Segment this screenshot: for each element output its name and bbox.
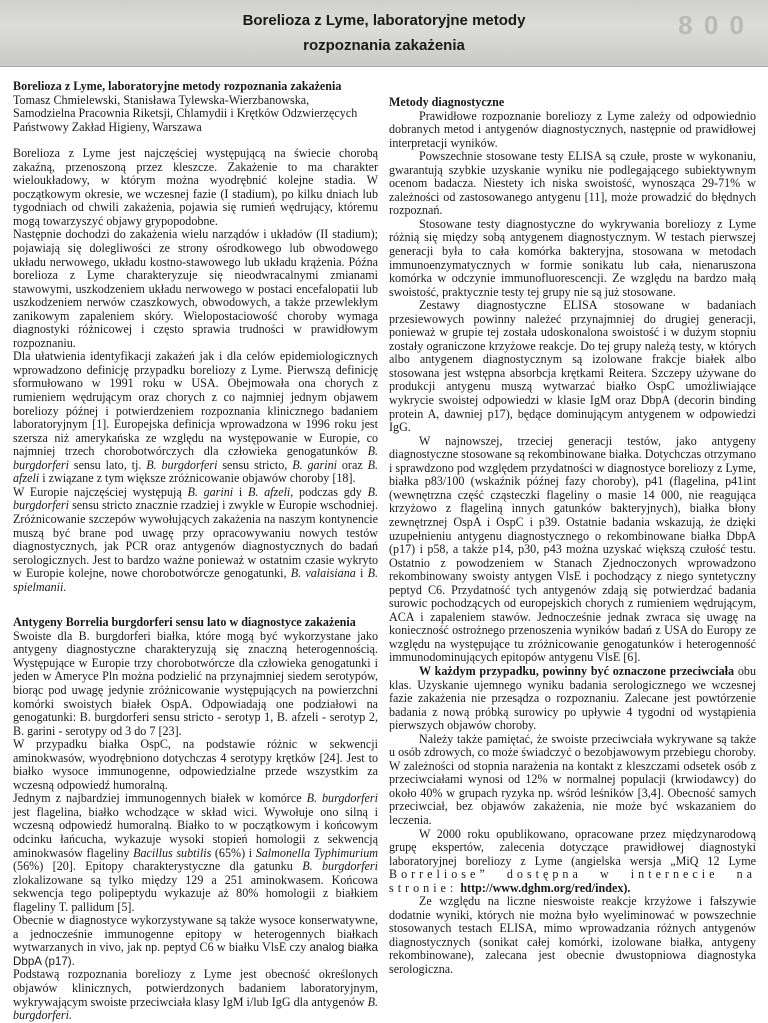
text-run: obu klas. Uzyskanie ujemnego wyniku badania serologicznego we wczesnej fazie zakażenia nie przesądza o rozpoznaniu. Zalecane jest powtórzenie badania z nową próbką surowicy po upływie 4 tygodni od wystąpienia pierwszych objawów choroby. — [389, 663, 756, 733]
paragraph-third-gen: W najnowszej, trzeciej generacji testów, jako antygeny diagnostyczne stosowane są rekombinowane białka. Dotychczas otrzymano i sprawdzono pod względem przydatności w diagnostyce boreliozy z Lyme, białka p83/100 (wskaźnik późnej fazy choroby), p41 (flagelina, p41int (wewnętrzna część cząsteczki flageliny o masie 14 000, nie reagująca krzyżowo z flageliną innych gatunków bakteryjnych), białka błony zewnętrznej OspA i OspC i p39. Ostatnie badania wskazują, że dzięki uzupełnieniu antygenu diagnostycznego o rekombinowane białka DbpA (p17) i p58, a także p14, p30, p43 można uzyskać większą czułość testu. Ostatnio z powodzeniem w Stanach Zjednoczonych wprowadzono rekombinowany swoisty antygen VlsE i pochodzący z niego syntetyczny peptyd C6. Przydatność tych antygenów zdają się potwierdzać badania surowic pochodzących od europejskich chorych z rumieniem wędrującym, ACA i zapaleniem stawów. Jednocześnie jednak zwraca się uwagę na konieczność ostrożnego przenoszenia wyników badań z USA do Europy ze względu na występujące tu zróżnicowanie genogatunków i heterogenność immunodominujących epitopów antygenu VlsE [6]. — [389, 433, 756, 665]
left-column — [13, 80, 378, 1023]
text-run: i — [233, 484, 248, 499]
text-run: oraz — [337, 457, 368, 472]
text-run: analog białka DbpA (p17). — [13, 941, 378, 968]
text-run: Podstawą rozpoznania boreliozy z Lyme jest obecność określonych objawów klinicznych, potwierdzonych badaniem laboratoryjnym, wykrywającym swoiste przeciwciała klasy IgM i/lub IgG dla antygenów — [13, 967, 378, 1009]
page-title-line1: Borelioza z Lyme, laboratoryjne metody — [242, 12, 526, 29]
text-run: (56%) [20]. Epitopy charakterystyczne dla gatunku — [13, 859, 303, 874]
paragraph-generations: Stosowane testy diagnostyczne do wykrywania boreliozy z Lyme różnią się między sobą antygenem diagnostycznym. W testach pierwszej generacji była to cała komórka bakteryjna, stosowana w metodach immunoenzymatycznych w formie sonikatu lub cała, nienaruszona komórka w odczynie immunofluorescencji. Ze względu na bardzo małą swoistość, praktycznie testy tej grupy nie są już stosowane. — [389, 216, 756, 299]
text-run: sensu stricto, — [217, 457, 293, 472]
species-name: B. afzeli — [13, 457, 378, 486]
paragraph-guidelines — [389, 828, 756, 896]
species-name: B. burgdorferi — [302, 859, 379, 874]
species-name: B. burgdorferi — [306, 791, 378, 806]
species-name: B. spielmanii. — [13, 566, 378, 594]
text-run: jest flagelina, białko wchodzące w skład wici. Wywołuje ono silną i wczesną odpowiedź humoralną. Białko to w początkowym i końcowym odcinku łańcucha, wykazuje wysoki stopień homologii z sekwencją aminokwasów flageliny — [13, 804, 378, 860]
text-run: Dla ułatwienia identyfikacji zakażeń jak i dla celów epidemiologicznych wprowadzono definicję przypadku boreliozy z Lyme. Pierwszą definicję sformułowano w 1991 roku w USA. Obejmowała ona chorych z rumieniem wędrującym oraz chorych z co najmniej jednym objawem boreliozy późnej i potwierdzeniem rozpoznania klinicznego badaniem laboratoryjnym [1]. Europejska definicja wprowadzona w 1996 roku jest szersza niż amerykańska ze względu na występowanie w Europie, co najmniej trzech chorobotwórczych dla człowieka genogatunków — [13, 349, 378, 459]
species-name: Salmonella Typhimurium — [255, 845, 379, 860]
text-run: Obecnie w diagnostyce wykorzystywane są także wysoce konserwatywne, a jednocześnie immunogenne epitopy w heterogennych białkach wytwarzanych in vivo, jak np. peptyd C6 w białku VlsE czy — [13, 913, 378, 955]
guidelines-link[interactable]: http://www.dghm.org/red/index). — [460, 880, 631, 895]
text-run: zlokalizowane są tylko między 129 a 251 aminokwasem. Końcowa sekwencja tego polipeptydu wykazuje aż 80% homologii z białkiem flageliny T. pallidum [5]. — [13, 872, 378, 914]
affiliation-2: Państwowy Zakład Higieny, Warszawa — [13, 119, 202, 134]
text-run: i związane z tym większe zróżnicowanie objawów choroby [18]. — [39, 471, 356, 486]
species-name: B. afzeli — [247, 484, 291, 499]
species-name: B. burgdorferi — [13, 444, 378, 472]
text-run: (65%) i — [211, 845, 256, 860]
text-run: , podczas gdy — [290, 484, 368, 499]
article-title: Borelioza z Lyme, laboratoryjne metody rozpoznania zakażenia — [13, 79, 342, 93]
paragraph-antigens: Swoiste dla B. burgdorferi białka, które mogą być wykorzystane jako antygeny diagnostyczne charakteryzują się znaczną heterogennością. Występujące w Europie trzy chorobotwórcze dla człowieka genogatunki i jeden w Ameryce Pln można podzielić na przynajmniej siedem serotypów, biorąc pod uwagę jedynie zróżnicowanie występujących na powierzchni komórki swoistych białek OspA. Odpowiadają one podziałowi na genogatunki: B. burgdorferi sensu stricto - serotyp 1, B. afzeli - serotyp 2, B. garini - serotypy od 3 do 7 [23]. — [13, 628, 378, 738]
paragraph-second-gen: Zestawy diagnostyczne ELISA stosowane w badaniach przesiewowych powinny należeć przynajmniej do drugiej generacji, ponieważ w grupie tej została udoskonalona swoistość i w dużym stopniu zostały ograniczone krzyżowe reakcje. Do tej grupy należą testy, w których albo antygenem diagnostycznym są izolowane frakcje białek albo stosowana jest wstępna absorbcja krętkami Reitera. Szczepy używane do produkcji antygenu muszą wytwarzać białko OspC umożliwiające wykrycie swoistej odpowiedzi w klasie IgM oraz DbpA (decorin binding protein A, dawniej p17), będące dominującym antygenem w odpowiedzi IgG. — [389, 298, 756, 435]
text-run: sensu stricto znacznie rzadziej i zwykle w Europie wschodniej. Zróżnicowanie szczepów wywołujących zakażenia na naszym kontynencie muszą być brane pod uwagę przy opracowywaniu nowych testów diagnostycznych, jak PCR oraz antygenów diagnostycznych do badań serologicznych. Jest to bardzo ważne ponieważ w ostatnim czasie wykryto w Europie kolejne, nowe chorobotwórcze genogatunki, — [13, 498, 378, 581]
paragraph-epitopes — [13, 914, 378, 968]
paragraph-intro: Borelioza z Lyme jest najczęściej występującą na świecie chorobą zakaźną, przenoszoną przez kleszcze. Zakażenie to ma charakter wieloukładowy, w którym można wyodrębnić kolejne stadia. W początkowym okresie, we wczesnej fazie (I stadium), po kilku dniach lub tygodniach od chwili zakażenia, pojawia się rumień wędrujący, któremu mogą towarzyszyć objawy grypopodobne. — [13, 146, 378, 228]
paragraph-methods: Prawidłowe rozpoznanie boreliozy z Lyme zależy od odpowiednio dobranych metod i antygenów diagnostycznych, następnie od prawidłowej interpretacji wyników. — [389, 108, 756, 150]
species-name: Bacillus subtilis — [133, 845, 212, 860]
authors: Tomasz Chmielewski, Stanisława Tylewska-Wierzbanowska, — [13, 92, 310, 107]
species-name: B. garini — [292, 457, 338, 472]
text-run: Jednym z najbardziej immunogennych białek w komórce — [13, 791, 307, 806]
paragraph-stages: Następnie dochodzi do zakażenia wielu narządów i układów (II stadium); pojawiają się dolegliwości ze strony ośrodkowego lub obwodowego układu nerwowego, układu kostno-stawowego lub układu krążenia. Późna borelioza z Lyme charakteryzuje się nieodwracalnymi zmianami stawowymi, uszkodzeniem układu nerwowego w postaci encefalopatii lub uszkodzeniem nerwów czaszkowych, obwodowych, a także przewlekłym zanikowym zapaleniem skóry. Wielopostaciowość choroby wymaga diagnostyki różnicowej i często sprawia trudności w prawidłowym rozpoznaniu. — [13, 227, 378, 350]
spacer — [13, 594, 378, 616]
right-column — [389, 96, 756, 977]
text-run: sensu lato, tj. — [69, 457, 147, 472]
paragraph-ospc: W przypadku białka OspC, na podstawie różnic w sekwencji aminokwasów, wyodrębniono dotychczas 4 serotypy krętków [24]. Jest to białko wysoce immunogenne, odpowiedzialne przede wszystkim za wczesną odpowiedź humoralną. — [13, 737, 378, 792]
species-name: B. valaisiana — [290, 566, 356, 581]
paragraph-flagellin — [13, 792, 378, 914]
page-header — [0, 0, 768, 67]
species-name: B. burgdorferi — [13, 484, 378, 513]
text-run: W każdym przypadku, powinny być oznaczone przeciwciała — [419, 663, 735, 678]
paragraph-definition — [13, 350, 378, 485]
section-heading-methods: Metody diagnostyczne — [389, 95, 505, 109]
text-run: W 2000 roku opublikowano, opracowane przez międzynarodową grupę ekspertów, zalecenia dotyczące prawidłowej diagnostyki laboratoryjnej boreliozy z Lyme (angielska wersja „MiQ 12 Lyme — [389, 826, 756, 868]
species-name: B. burgdorferi. — [13, 994, 378, 1023]
text-run: Borreliose” dostępna w internecie na stronie: — [389, 867, 756, 895]
paragraph-elisa: Powszechnie stosowane testy ELISA są czułe, proste w wykonaniu, gwarantują szybkie uzyskanie wyniku nie podlegającego subiektywnym ocenom badacza. Niestety ich niska swoistość, wynosząca 29-71% w zależności od zastosowanego antygenu [11], może prowadzić do błędnych rozpoznań. — [389, 149, 756, 218]
paragraph-two-step: Ze względu na liczne nieswoiste reakcje krzyżowe i fałszywie dodatnie wyniki, których nie można było wyeliminować w powszechnie stosowanych testach ELISA, mimo wprowadzania różnych antygenów diagnostycznych (sonikat całej komórki, izolowane białka, antygeny rekombinowane), zalecana jest obecnie dwustopniowa diagnostyka serologiczna. — [389, 894, 756, 976]
paragraph-healthy: Należy także pamiętać, że swoiste przeciwciała wykrywane są także u osób zdrowych, co może świadczyć o bezobjawowym przebiegu choroby. W zależności od stopnia narażenia na kontakt z kleszczami odsetek osób z przeciwciałami wynosi od 12% w normalnej populacji (krwiodawcy) do około 40% w grupach ryzyka np. wśród leśników [3,4]. Obecność samych przeciwciał, bez objawów zakażenia, nie może być wskazaniem do leczenia. — [389, 731, 756, 827]
text-run: i — [355, 566, 368, 581]
section-heading-antigens: Antygeny Borrelia burgdorferi sensu lato w diagnostyce zakażenia — [13, 615, 356, 630]
page-title-line2: rozpoznania zakażenia — [303, 37, 465, 54]
species-name: B. garini — [187, 484, 234, 499]
affiliation-1: Samodzielna Pracownia Riketsji, Chlamydii i Krętków Odzwierzęcych — [13, 106, 358, 121]
paragraph-antibodies — [389, 665, 756, 733]
header-watermark: 8 0 0 — [678, 10, 746, 40]
species-name: B. burgdorferi — [146, 457, 218, 472]
text-run: W Europie najczęściej występują — [13, 484, 188, 499]
paragraph-europe — [13, 486, 378, 594]
paragraph-diagnosis-basis — [13, 968, 378, 1022]
